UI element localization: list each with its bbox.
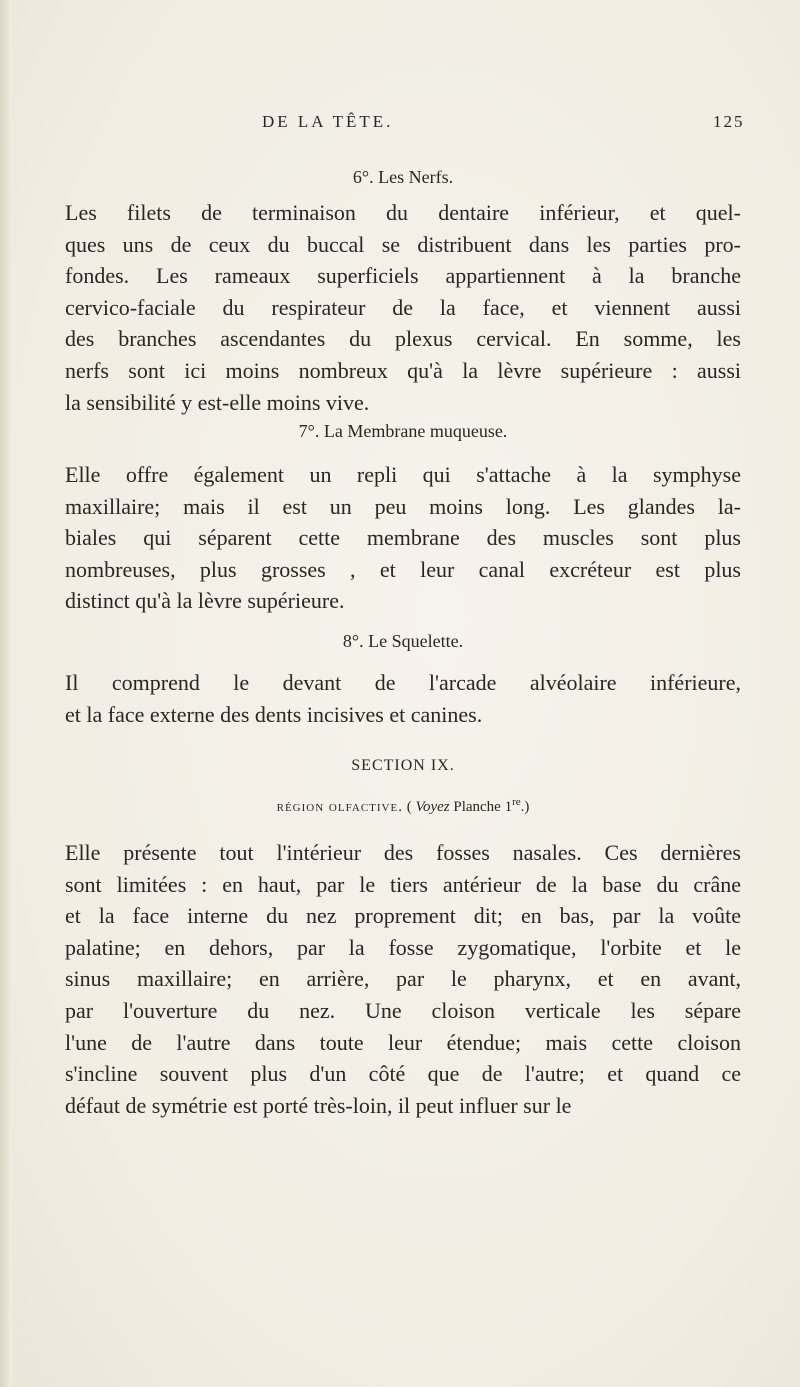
section-nerfs	[65, 165, 741, 189]
running-title: DE LA TÊTE.	[262, 112, 394, 131]
text-line: Elle présente tout l'intérieur des fosses nasales. Ces dernières	[65, 840, 741, 865]
text-line: s'incline souvent plus d'un côté que de l'autre; et quand ce	[65, 1061, 741, 1087]
text-line: maxillaire; mais il est un peu moins long. Les glandes la-	[65, 493, 741, 519]
text-line: sinus maxillaire; en arrière, par le pharynx, et en avant,	[65, 966, 741, 992]
paragraph-membrane	[65, 459, 741, 617]
text-line: Elle offre également un repli qui s'attache à la symphyse	[65, 462, 741, 487]
paragraph-squelette	[65, 667, 741, 730]
subheading-squelette: 8°. Le Squelette.	[342, 631, 464, 651]
text-line: nerfs sont ici moins nombreux qu'à la lèvre supérieure : aussi	[65, 357, 741, 383]
subheading-nerfs: 6°. Les Nerfs.	[352, 167, 454, 187]
region-name: région olfactive.	[276, 799, 403, 815]
text-line: l'une de l'autre dans toute leur étendue; mais cette cloison	[65, 1029, 741, 1055]
subheading-membrane: 7°. La Membrane muqueuse.	[298, 421, 508, 441]
page-edge-shadow	[0, 0, 12, 1387]
region-close: .)	[520, 799, 530, 815]
text-line: fondes. Les rameaux superficiels appartiennent à la branche	[65, 263, 741, 289]
text-line: nombreuses, plus grosses , et leur canal excréteur est plus	[65, 556, 741, 582]
text-line: des branches ascendantes du plexus cervical. En somme, les	[65, 326, 741, 352]
text-line: cervico-faciale du respirateur de la face, et viennent aussi	[65, 294, 741, 320]
running-head	[0, 112, 800, 138]
text-line: défaut de symétrie est porté très-loin, il peut influer sur le	[65, 1092, 572, 1118]
text-line: et la face externe des dents incisives et canines.	[65, 701, 483, 727]
planche-ref: Planche 1	[453, 799, 513, 815]
section-squelette	[65, 629, 741, 653]
planche-sup: re	[512, 796, 521, 808]
text-line: ques uns de ceux du buccal se distribuent dans les parties pro-	[65, 231, 741, 257]
text-line: la sensibilité y est-elle moins vive.	[65, 389, 370, 415]
section-membrane	[65, 419, 741, 443]
text-line: palatine; en dehors, par la fosse zygomatique, l'orbite et le	[65, 934, 741, 960]
paragraph-section-ix	[65, 837, 741, 1121]
page-number: 125	[713, 112, 745, 131]
text-line: biales qui séparent cette membrane des muscles sont plus	[65, 525, 741, 551]
text-line: distinct qu'à la lèvre supérieure.	[65, 588, 345, 614]
region-olfactive-line: région olfactive. ( Voyez Planche 1re.)	[276, 796, 530, 815]
text-line: Les filets de terminaison du dentaire inférieur, et quel-	[65, 200, 741, 225]
voyez-word: Voyez	[415, 799, 450, 815]
text-line: sont limitées : en haut, par le tiers antérieur de la base du crâne	[65, 871, 741, 897]
section-ix-title-block	[65, 757, 741, 775]
region-line-block	[65, 796, 741, 816]
text-line: par l'ouverture du nez. Une cloison verticale les sépare	[65, 997, 741, 1023]
paragraph-nerfs	[65, 197, 741, 418]
section-ix-title: SECTION IX.	[351, 757, 455, 774]
text-line: Il comprend le devant de l'arcade alvéolaire inférieure,	[65, 670, 741, 695]
text-line: et la face interne du nez proprement dit; en bas, par la voûte	[65, 903, 741, 929]
